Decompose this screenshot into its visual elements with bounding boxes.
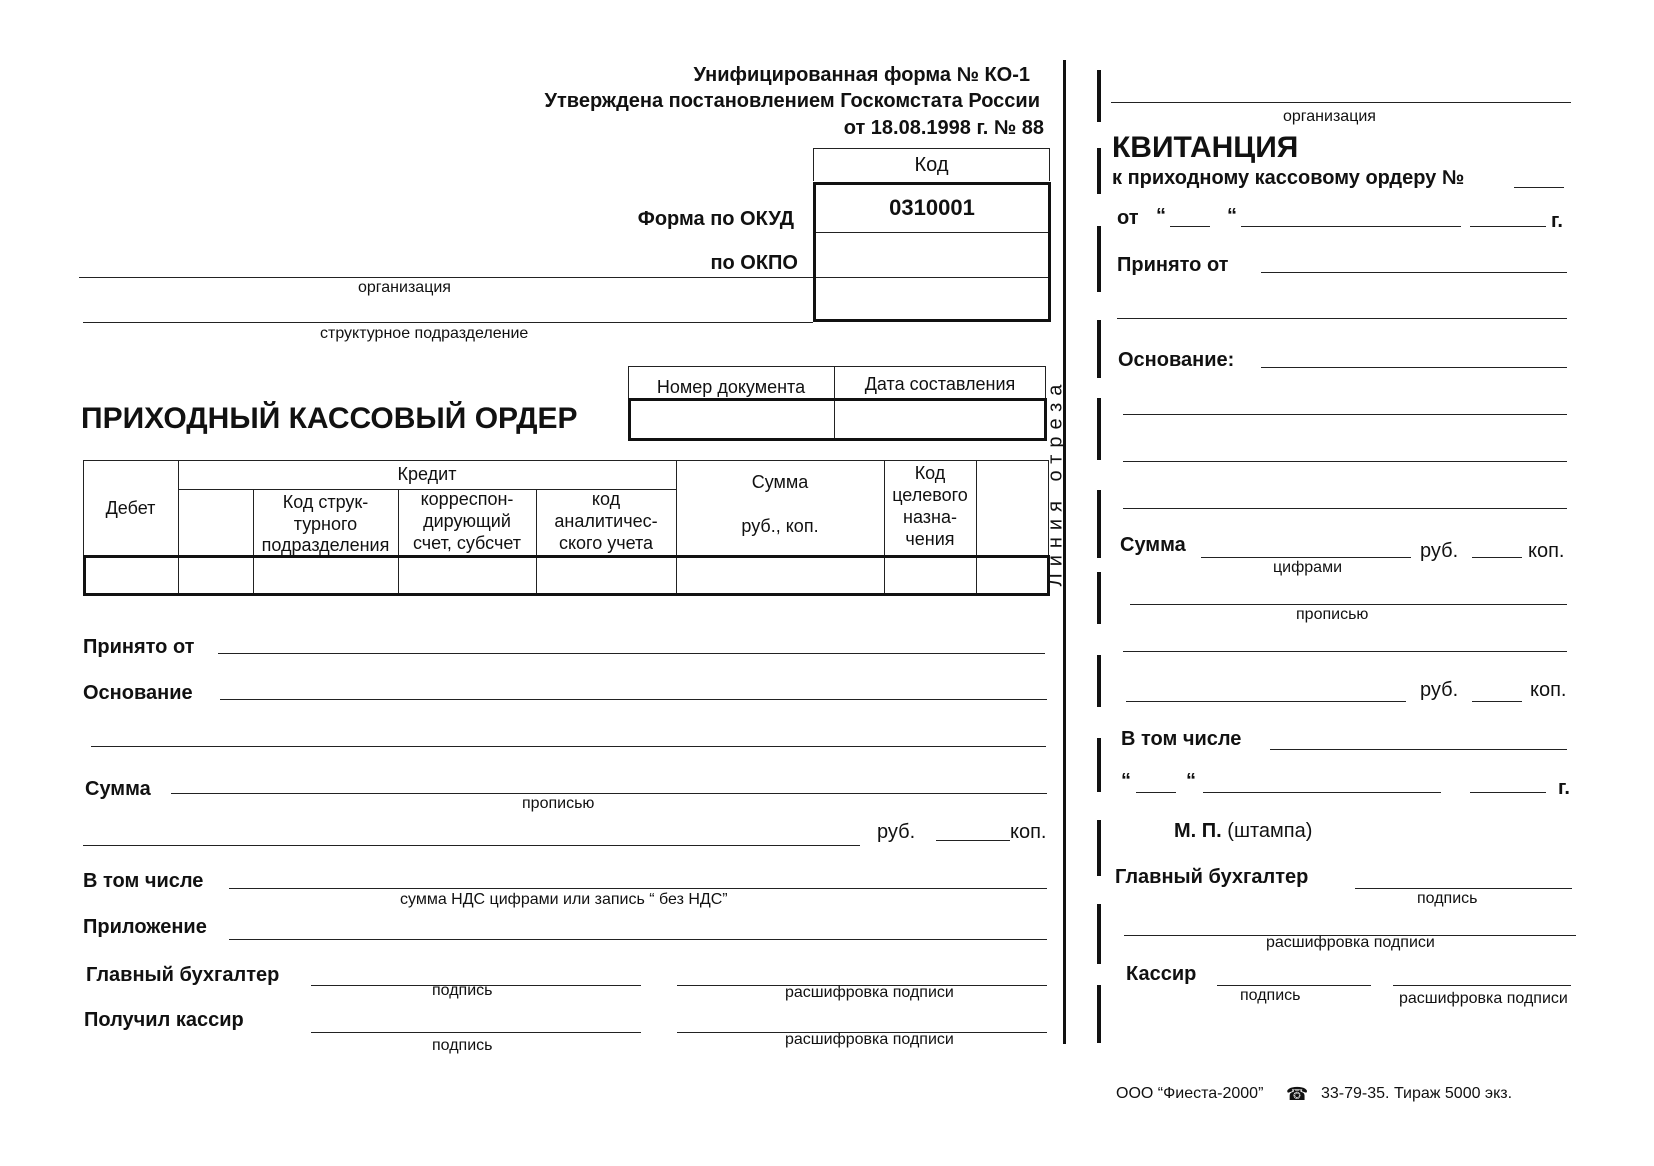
- receipt-from-label: от: [1117, 207, 1139, 229]
- in-words-caption: прописью: [522, 795, 595, 812]
- chief-accountant-label: Главный бухгалтер: [86, 964, 280, 986]
- receipt-received-from-line[interactable]: [1261, 272, 1567, 273]
- credit-subdivision-code: Код струк-: [282, 492, 369, 512]
- organization-line[interactable]: [79, 277, 813, 278]
- receipt-amount-figures-line[interactable]: [1201, 557, 1411, 558]
- cashier-decode-caption: расшифровка подписи: [785, 1031, 954, 1048]
- receipt-including-month-line[interactable]: [1203, 792, 1441, 793]
- cashier-received-label: Получил кассир: [84, 1009, 244, 1031]
- receipt-amount-words-line[interactable]: [1130, 604, 1567, 605]
- receipt-signature-caption: подпись: [1417, 890, 1478, 907]
- receipt-rub-label: руб.: [1420, 540, 1459, 562]
- doc-date-label: Дата составления: [864, 374, 1016, 394]
- subdivision-line[interactable]: [83, 322, 813, 323]
- receipt-edge-bar: [1097, 70, 1101, 122]
- receipt-cashier-signature-caption: подпись: [1240, 987, 1301, 1004]
- receipt-stamp: М. П. (штампа): [1174, 820, 1313, 842]
- okpo-label: по ОКПО: [710, 252, 798, 274]
- receipt-organization-caption: организация: [1283, 108, 1376, 125]
- receipt-amount-words-line-3[interactable]: [1126, 701, 1406, 702]
- telephone-icon: ☎: [1286, 1084, 1309, 1104]
- printer-company: ООО “Фиеста-2000”: [1116, 1085, 1264, 1102]
- amount-label: Сумма: [85, 778, 151, 800]
- amount-words-line-2[interactable]: [83, 845, 860, 846]
- receipt-cashier-label: Кассир: [1126, 963, 1197, 985]
- attachment-line[interactable]: [229, 939, 1047, 940]
- receipt-cashier-signature-line[interactable]: [1217, 985, 1371, 986]
- receipt-cashier-decode-caption: расшифровка подписи: [1399, 990, 1568, 1007]
- accounting-table-values-row[interactable]: [83, 555, 1050, 596]
- receipt-including-label: В том числе: [1121, 728, 1242, 750]
- received-from-label: Принято от: [83, 636, 195, 658]
- rub-label: руб.: [877, 821, 916, 843]
- receipt-cashier-decode-line[interactable]: [1393, 985, 1571, 986]
- receipt-including-line[interactable]: [1270, 749, 1567, 750]
- subdivision-caption: структурное подразделение: [320, 325, 529, 342]
- receipt-decode-caption: расшифровка подписи: [1266, 934, 1435, 951]
- receipt-organization-line[interactable]: [1111, 102, 1571, 103]
- okud-label: Форма по ОКУД: [637, 208, 794, 230]
- receipt-kop-label: коп.: [1528, 540, 1565, 562]
- cashier-signature-caption: подпись: [432, 1037, 493, 1054]
- receipt-kop-label-2: коп.: [1530, 679, 1567, 701]
- receipt-amount-words-line-2[interactable]: [1123, 651, 1567, 652]
- receipt-basis-line-4[interactable]: [1123, 508, 1567, 509]
- receipt-year-label: г.: [1551, 210, 1563, 232]
- basis-label: Основание: [83, 682, 193, 704]
- receipt-received-from-line-2[interactable]: [1117, 318, 1567, 319]
- target-code-header: Код: [914, 463, 946, 483]
- including-line[interactable]: [229, 888, 1047, 889]
- receipt-chief-accountant-label: Главный бухгалтер: [1115, 866, 1309, 888]
- receipt-amount-label: Сумма: [1120, 534, 1186, 556]
- basis-line-2[interactable]: [91, 746, 1046, 747]
- basis-line[interactable]: [220, 699, 1047, 700]
- credit-header: Кредит: [397, 464, 457, 484]
- receipt-title: КВИТАНЦИЯ: [1112, 131, 1299, 164]
- receipt-basis-label: Основание:: [1118, 349, 1235, 371]
- receipt-rub-label-2: руб.: [1420, 679, 1459, 701]
- signature-decode-caption: расшифровка подписи: [785, 984, 954, 1001]
- receipt-basis-line-2[interactable]: [1123, 414, 1567, 415]
- credit-analytic-code: код: [591, 489, 621, 509]
- okud-code-value: 0310001: [889, 195, 975, 220]
- code-label: Код: [914, 154, 949, 176]
- receipt-kop-line-2[interactable]: [1472, 701, 1522, 702]
- doc-number-date-box[interactable]: [628, 398, 1047, 441]
- receipt-kop-line[interactable]: [1472, 557, 1522, 558]
- receipt-year-line[interactable]: [1470, 226, 1546, 227]
- receipt-including-year-label: г.: [1558, 777, 1570, 799]
- amount-words-line[interactable]: [171, 793, 1047, 794]
- receipt-including-day-line[interactable]: [1136, 792, 1176, 793]
- doc-number-label: Номер документа: [656, 377, 806, 397]
- kop-label: коп.: [1010, 821, 1047, 843]
- form-approval: Утверждена постановлением Госкомстата России: [544, 90, 1040, 112]
- cash-receipt-form: Унифицированная форма № КО-1 Утверждена постановлением Госкомстата России от 18.08.1998 г. № 88 Код 0310001 Форма по ОКУД по ОКПО организация структурное подразделение Номер документа Дата составления ПРИХОДНЫЙ КАССОВЫЙ ОРДЕР Дебет Кредит Код струк- турного подразделения корреспон- дирующий счет, субсчет код аналитичес- ского учета Сумма руб., коп. Код целевого назна- чения Принято от Основание Сумма прописью руб. коп. В том числе сумма НДС цифрами или запись “ без НДС” Приложение Главный бухгалтер подпись расшифровка подписи Получил кассир подпись расшифровка подписи Линия отреза организация КВИТАНЦИЯ к приходному кассовому ордеру № от “ “ г. Принято от Основание: Сумма цифрами руб. коп. прописью руб. коп. В том числе “ “ г. М. П. (штампа) Главный бухгалтер подпись расшифровка подписи Кассир подпись расшифровка подписи ООО “Фиеста-2000” ☎ 33-79-35. Тираж 5000 экз.: [0, 0, 1654, 1166]
- receipt-month-line[interactable]: [1241, 226, 1461, 227]
- receipt-subtitle: к приходному кассовому ордеру №: [1112, 167, 1465, 189]
- receipt-basis-line[interactable]: [1261, 367, 1567, 368]
- vat-caption: сумма НДС цифрами или запись “ без НДС”: [400, 891, 728, 908]
- kop-line[interactable]: [936, 840, 1010, 841]
- cashier-signature-line[interactable]: [311, 1032, 641, 1033]
- printer-phone-circulation: 33-79-35. Тираж 5000 экз.: [1321, 1085, 1513, 1102]
- signature-caption: подпись: [432, 982, 493, 999]
- form-name: Унифицированная форма № КО-1: [693, 64, 1030, 86]
- including-label: В том числе: [83, 870, 204, 892]
- debit-header: Дебет: [105, 498, 156, 518]
- receipt-order-number-line[interactable]: [1514, 187, 1564, 188]
- receipt-including-year-line[interactable]: [1470, 792, 1546, 793]
- credit-corr-account: корреспон-: [420, 489, 514, 509]
- receipt-words-caption: прописью: [1296, 606, 1369, 623]
- form-approval-date: от 18.08.1998 г. № 88: [843, 117, 1044, 139]
- attachment-label: Приложение: [83, 916, 207, 938]
- receipt-figures-caption: цифрами: [1273, 559, 1342, 576]
- document-title: ПРИХОДНЫЙ КАССОВЫЙ ОРДЕР: [81, 402, 578, 435]
- received-from-line[interactable]: [218, 653, 1045, 654]
- receipt-day-line[interactable]: [1170, 226, 1210, 227]
- receipt-received-from-label: Принято от: [1117, 254, 1229, 276]
- receipt-chief-signature-line[interactable]: [1355, 888, 1572, 889]
- sum-header: Сумма: [751, 472, 809, 492]
- receipt-basis-line-3[interactable]: [1123, 461, 1567, 462]
- organization-caption: организация: [358, 279, 451, 296]
